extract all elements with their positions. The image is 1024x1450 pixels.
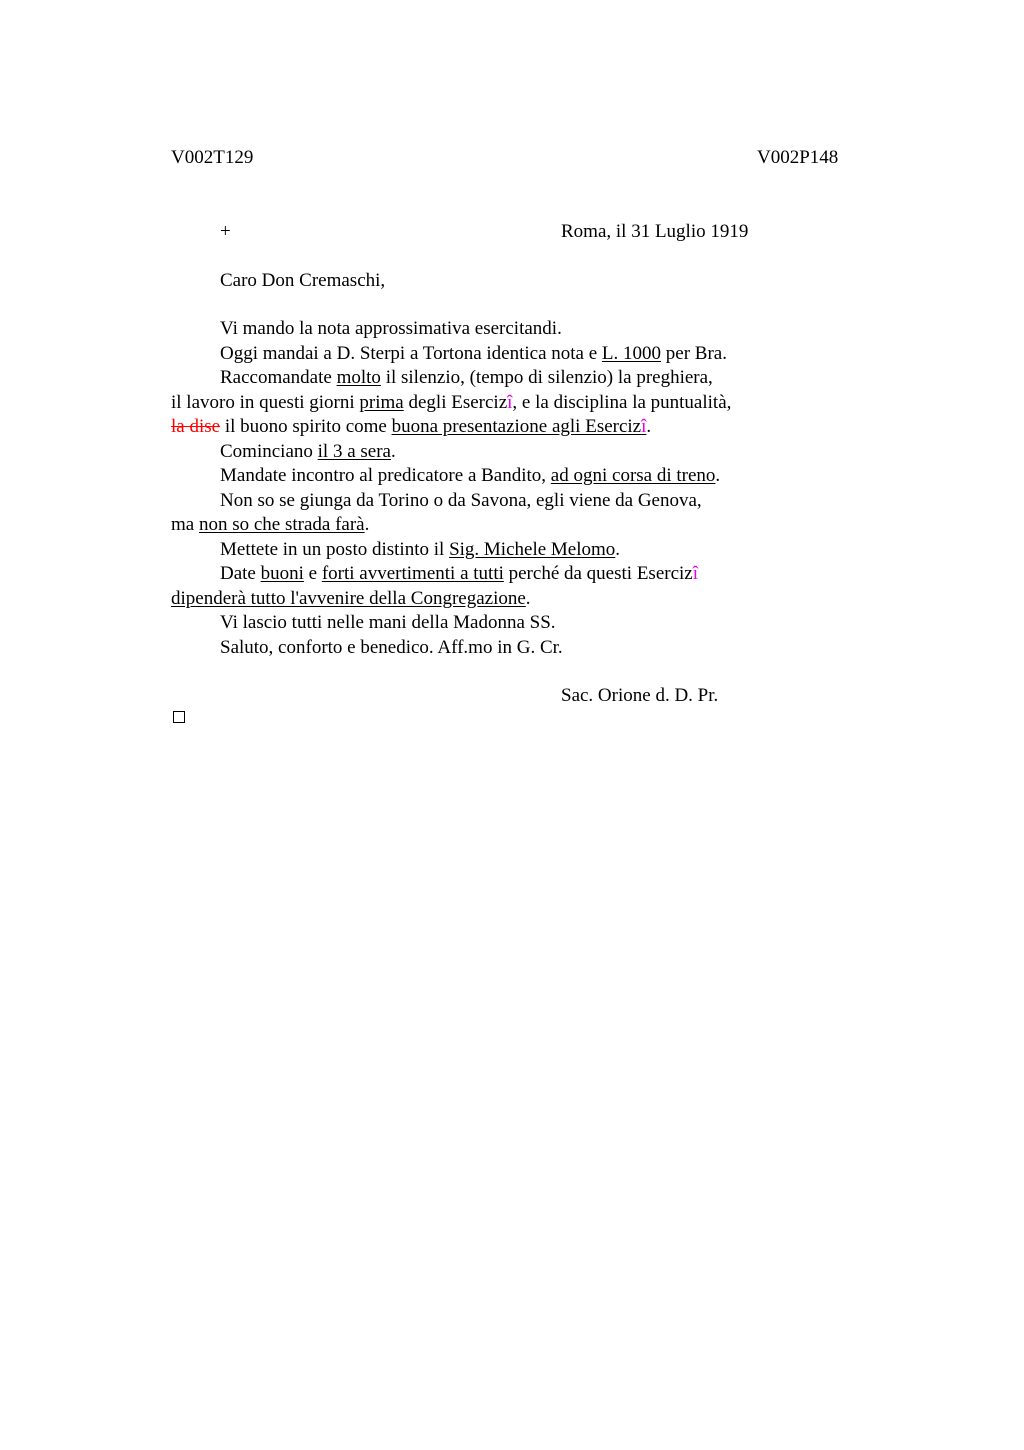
underlined-text: prima [359,392,404,413]
square-symbol-icon [173,711,185,723]
underlined-text: Sig. Michele Melomo [449,539,616,560]
accent-mark: î [692,563,699,584]
underlined-text: ad ogni corsa di treno [550,465,716,486]
place-date: Roma, il 31 Luglio 1919 [561,221,749,242]
text-with-accent: perché da questi Esercizî [503,563,699,584]
text-with-accent: degli Esercizî, e la disciplina la puntualità, [403,392,732,413]
underlined-text: il 3 a sera [317,441,391,462]
underlined-text: buoni [260,563,304,584]
accent-mark: î [641,416,647,437]
underlined-text: non so che strada farà [198,514,365,535]
underlined-text: forti avvertimenti a tutti [321,563,504,584]
body-line-2: Oggi mandai a D. Sterpi a Tortona identica nota e L. 1000 per Bra. [220,343,727,364]
signature: Sac. Orione d. D. Pr. [561,685,719,706]
body-line-9: ma non so che strada farà. [171,514,370,535]
body-line-3: Raccomandate molto il silenzio, (tempo di silenzio) la preghiera, [220,367,713,388]
body-line-12: dipenderà tutto l'avvenire della Congregazione. [171,588,531,609]
body-line-4: il lavoro in questi giorni prima degli Esercizî, e la disciplina la puntualità, [171,392,732,413]
accent-mark: î [507,392,513,413]
document-code-left: V002T129 [171,147,254,168]
body-line-13: Vi lascio tutti nelle mani della Madonna SS. [220,612,556,633]
underlined-text: dipenderà tutto l'avvenire della Congregazione [171,588,526,609]
document-code-right: V002P148 [757,147,839,168]
cross-symbol: + [220,221,231,242]
body-line-14: Saluto, conforto e benedico. Aff.mo in G. Cr. [220,637,563,658]
body-line-11: Date buoni e forti avvertimenti a tutti perché da questi Esercizî [220,563,699,584]
body-line-6: Cominciano il 3 a sera. [220,441,396,462]
salutation: Caro Don Cremaschi, [220,270,386,291]
body-line-5: la dise il buono spirito come buona presentazione agli Esercizî. [171,416,652,437]
body-line-1: Vi mando la nota approssimativa esercitandi. [220,318,562,339]
underlined-text: molto [336,367,381,388]
struck-text: la dise [171,416,221,437]
underlined-text: buona presentazione agli Esercizî [391,416,647,437]
body-line-8: Non so se giunga da Torino o da Savona, egli viene da Genova, [220,490,702,511]
body-line-10: Mettete in un posto distinto il Sig. Michele Melomo. [220,539,621,560]
body-line-7: Mandate incontro al predicatore a Bandito, ad ogni corsa di treno. [220,465,721,486]
underlined-text: L. 1000 [601,343,662,364]
